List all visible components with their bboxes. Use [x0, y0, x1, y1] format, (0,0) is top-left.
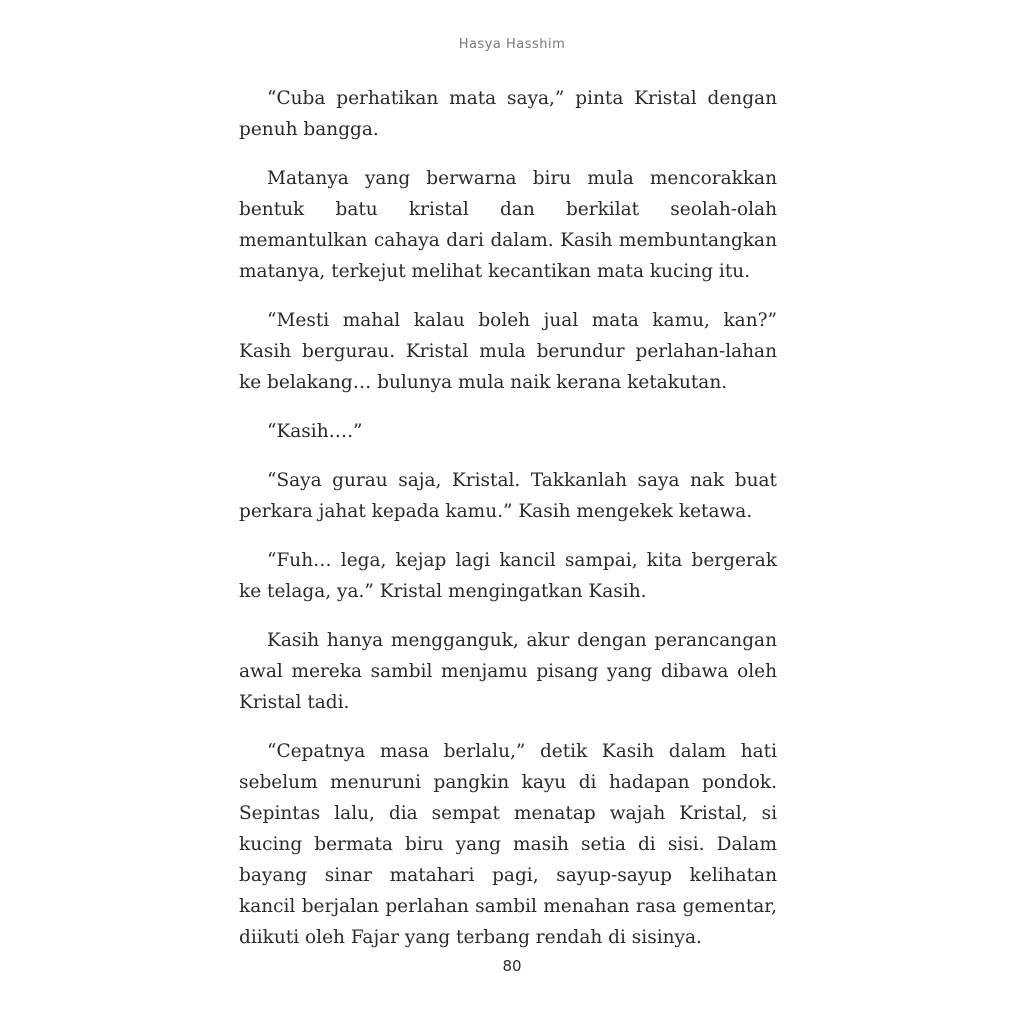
running-header: Hasya Hasshim: [458, 37, 566, 52]
paragraph: “Mesti mahal kalau boleh jual mata kamu, kan?” Kasih bergurau. Kristal mula berundur perlahan-lahan ke belakang… bulunya mula naik kerana ketakutan.: [239, 310, 777, 393]
body-text: [239, 83, 777, 971]
paragraph: “Saya gurau saja, Kristal. Takkanlah saya nak buat perkara jahat kepada kamu.” Kasih mengekek ketawa.: [239, 470, 777, 522]
paragraph: “Cepatnya masa berlalu,” detik Kasih dalam hati sebelum menuruni pangkin kayu di hadapan pondok. Sepintas lalu, dia sempat menatap wajah Kristal, si kucing bermata biru yang masih setia di sisi. Dalam bayang sinar matahari pagi, sayup-sayup kelihatan kancil berjalan perlahan sambil menahan rasa gementar, diikuti oleh Fajar yang terbang rendah di sisinya.: [239, 741, 777, 948]
paragraph: “Cuba perhatikan mata saya,” pinta Kristal dengan penuh bangga.: [239, 88, 777, 140]
page-number: 80: [502, 957, 522, 975]
paragraph: “Fuh… lega, kejap lagi kancil sampai, kita bergerak ke telaga, ya.” Kristal mengingatkan Kasih.: [239, 550, 777, 602]
paragraph: “Kasih….”: [267, 421, 363, 442]
paragraph: Matanya yang berwarna biru mula mencorakkan bentuk batu kristal dan berkilat seolah-olah memantulkan cahaya dari dalam. Kasih membuntangkan matanya, terkejut melihat kecantikan mata kucing itu.: [239, 168, 777, 282]
paragraph: Kasih hanya mengganguk, akur dengan perancangan awal mereka sambil menjamu pisang yang dibawa oleh Kristal tadi.: [239, 630, 777, 713]
